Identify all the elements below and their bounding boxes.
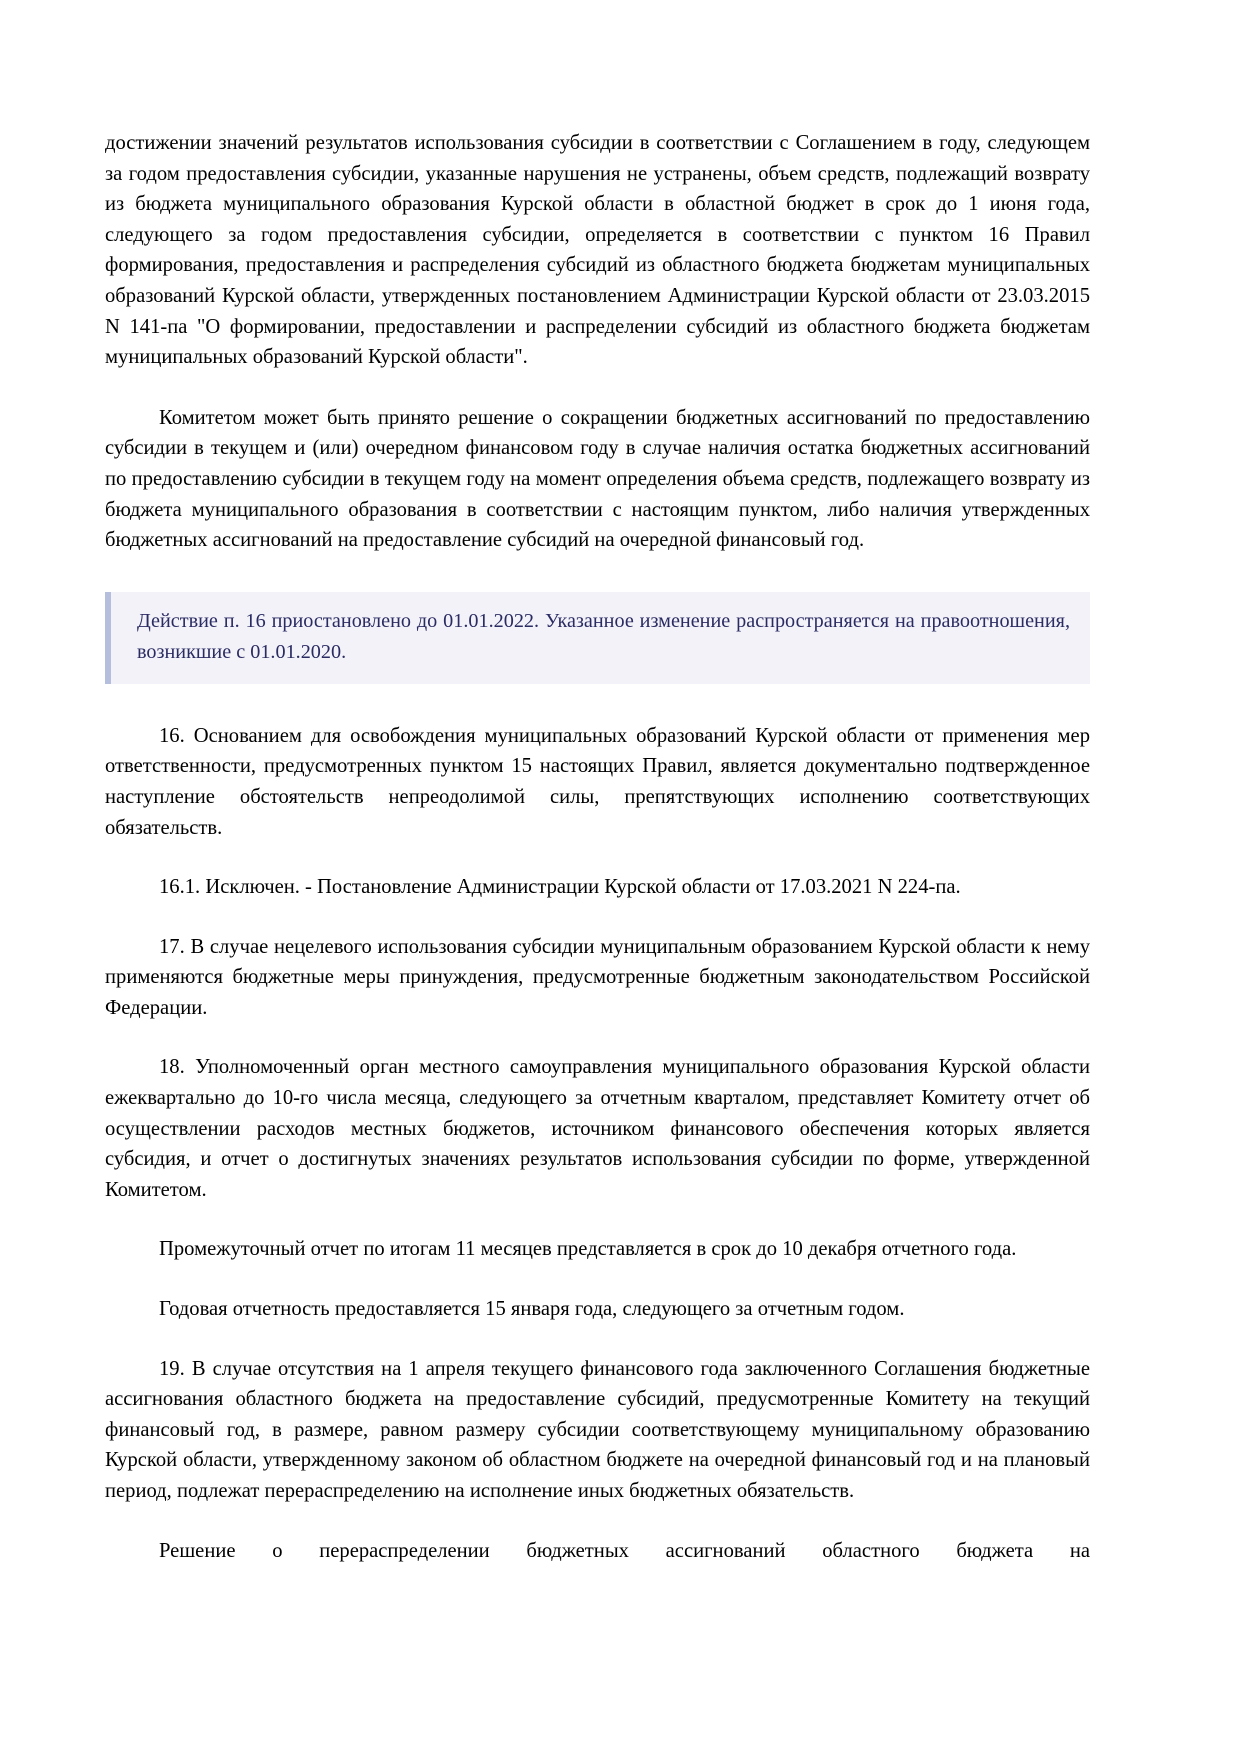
item-16: 16. Основанием для освобождения муниципальных образований Курской области от применения мер ответственности, предусмотренных пунктом 15 настоящих Правил, является документально подтвержденное наступление обстоятельств непреодолимой силы, препятствующих исполнению соответствующих обязательств. <box>105 724 1090 839</box>
paragraph-spacer <box>105 373 1090 403</box>
paragraph-spacer <box>105 1325 1090 1354</box>
paragraph-committee-reduction: Комитетом может быть принято решение о сокращении бюджетных ассигнований по предоставлению субсидии в текущем и (или) очередном финансовом году в случае наличия остатка бюджетных ассигнований по предоставлению субсидии в текущем году на момент определения объема средств, подлежащего возврату из бюджета муниципального образования в соответствии с настоящим пунктом, либо наличия утвержденных бюджетных ассигнований на предоставление субсидий на очередной финансовый год. <box>105 406 1090 552</box>
paragraph-spacer <box>105 1023 1090 1052</box>
item-18: 18. Уполномоченный орган местного самоуправления муниципального образования Курской области ежеквартально до 10-го числа месяца, следующего за отчетным кварталом, представляет Комитету отчет об осуществлении расходов местных бюджетов, источником финансового обеспечения которых является субсидия, и отчет о достигнутых значениях результатов использования субсидии по форме, утвержденной Комитетом. <box>105 1056 1090 1201</box>
paragraph-spacer <box>105 1205 1090 1234</box>
amendment-callout-text: Действие п. 16 приостановлено до 01.01.2022. Указанное изменение распространяется на правоотношения, возникшие с 01.01.2020. <box>137 609 1070 663</box>
paragraph-spacer <box>105 1507 1090 1536</box>
paragraph-spacer <box>105 692 1090 721</box>
paragraph-spacer <box>105 903 1090 932</box>
paragraph-spacer <box>105 843 1090 872</box>
item-19: 19. В случае отсутствия на 1 апреля текущего финансового года заключенного Соглашения бюджетные ассигнования областного бюджета на предоставление субсидий, предусмотренные Комитету на текущий финансовый год, в размере, равном размеру субсидии соответствующему муниципальному образованию Курской области, утвержденному законом об областном бюджете на очередной финансовый год и на плановый период, подлежат перераспределению на исполнение иных бюджетных обязательств. <box>105 1357 1090 1502</box>
paragraph-interim-report: Промежуточный отчет по итогам 11 месяцев представляется в срок до 10 декабря отчетного года. <box>159 1238 1017 1261</box>
document-content <box>105 128 1090 1566</box>
paragraph-spacer <box>105 1265 1090 1294</box>
paragraph-continued: достижении значений результатов использования субсидии в соответствии с Соглашением в году, следующем за годом предоставления субсидии, указанные нарушения не устранены, объем средств, подлежащий возврату из бюджета муниципального образования Курской области в областной бюджет в срок до 1 июня года, следующего за годом предоставления субсидии, определяется в соответствии с пунктом 16 Правил формирования, предоставления и распределения субсидий из областного бюджета бюджетам муниципальных образований Курской области, утвержденных постановлением Администрации Курской области от 23.03.2015 N 141-па "О формировании, предоставлении и распределении субсидий из областного бюджета бюджетам муниципальных образований Курской области". <box>105 132 1090 369</box>
item-17: 17. В случае нецелевого использования субсидии муниципальным образованием Курской области к нему применяются бюджетные меры принуждения, предусмотренные бюджетным законодательством Российской Федерации. <box>105 935 1090 1019</box>
paragraph-final-partial: Решение о перераспределении бюджетных ассигнований областного бюджета на <box>159 1539 1090 1562</box>
paragraph-annual-report: Годовая отчетность предоставляется 15 января года, следующего за отчетным годом. <box>159 1298 905 1321</box>
amendment-callout <box>105 592 1090 684</box>
item-16-1: 16.1. Исключен. - Постановление Администрации Курской области от 17.03.2021 N 224-па. <box>159 876 961 899</box>
